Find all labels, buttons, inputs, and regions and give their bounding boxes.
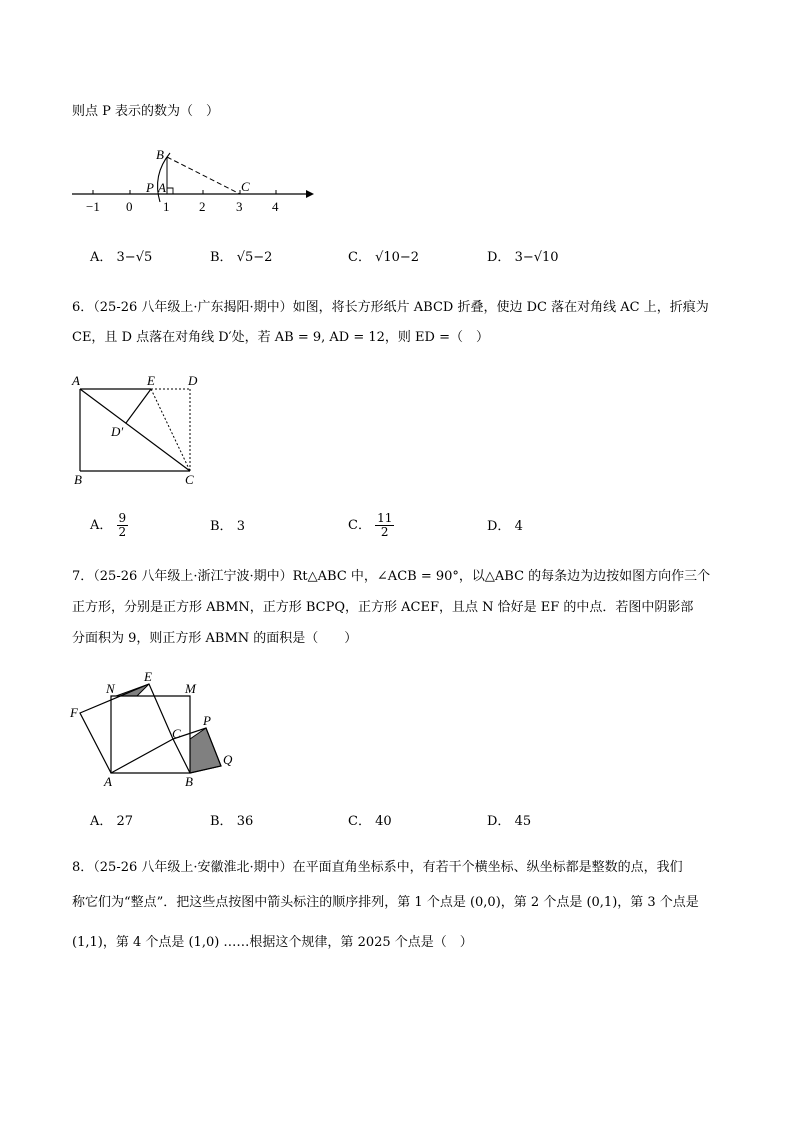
point-label-B: B [74,472,82,487]
point-label-P: P [146,180,154,195]
q6-option-c[interactable] [348,512,394,539]
q7-option-b[interactable] [210,813,253,831]
right-angle-mark [167,188,173,194]
option-value: 4 [514,519,523,534]
option-value: 3 [236,519,245,534]
option-letter: B． [210,519,233,534]
option-fraction [117,512,129,539]
q8-stem-line-2: 称它们为“整点”．把这些点按图中箭头标注的顺序排列，第 1 个点是 (0,0)，第 2 个点是 (0,1)，第 3 个点是 [72,895,699,910]
option-value: 45 [514,814,532,829]
fraction-numerator: 11 [377,511,393,525]
tick-label: 2 [199,199,206,214]
q7-option-a[interactable] [90,813,133,831]
fraction-denominator: 2 [118,525,127,539]
point-label-N: N [106,681,115,696]
option-fraction [375,512,394,539]
option-letter: A． [90,814,113,829]
option-value: √5−2 [236,250,273,265]
q5-option-c[interactable] [348,249,419,267]
q5-stem: 则点 P 表示的数为（ ） [72,104,220,119]
segment-ED-prime [126,389,151,423]
point-label-C: C [241,179,250,194]
option-letter: A． [90,250,113,265]
point-label-B: B [156,147,164,162]
point-label-B: B [185,774,193,789]
q8-stem-line-3: (1,1)，第 4 个点是 (1,0) ……根据这个规律，第 2025 个点是（ ） [72,935,473,950]
option-letter: B． [210,814,233,829]
q6-stem-line-1: 6．（25-26 八年级上·广东揭阳·期中）如图，将长方形纸片 ABCD 折叠，使边 DC 落在对角线 AC 上，折痕为 [72,300,709,315]
q7-stem-line-2: 正方形，分别是正方形 ABMN，正方形 BCPQ，正方形 ACEF，且点 N 恰好是 EF 的中点．若图中阴影部 [72,600,694,615]
q5-option-b[interactable] [210,249,272,267]
option-value: 36 [236,814,254,829]
tick-label: 1 [163,199,170,214]
option-letter: C． [348,814,371,829]
tick-label: −1 [86,199,100,214]
segment-BC [167,157,240,194]
q6-option-a[interactable] [90,512,128,539]
crease-EC [151,389,190,471]
point-label-C: C [172,726,181,741]
q6-rectangle-fold-figure [66,370,216,490]
point-label-D-prime: D′ [111,424,124,439]
point-label-Q: Q [223,752,233,767]
square-ACEF [80,684,173,773]
tick-label: 3 [236,199,243,214]
point-label-E: E [147,373,155,388]
q5-number-line-figure [60,140,330,220]
option-letter: C． [348,518,371,533]
option-value: √10−2 [375,250,420,265]
tick-label: 0 [126,199,133,214]
fraction-denominator: 2 [380,525,389,539]
tick-label: 4 [272,199,279,214]
q7-option-d[interactable] [487,813,531,831]
point-label-C: C [185,472,194,487]
q7-stem-line-3: 分面积为 9，则正方形 ABMN 的面积是（ ） [72,631,358,646]
q5-option-d[interactable] [487,249,559,267]
option-value: 40 [375,814,392,829]
q5-option-a[interactable] [90,249,152,267]
axis-arrow-icon [306,190,314,198]
point-label-A: A [72,373,80,388]
fraction-numerator: 9 [118,511,127,525]
q6-option-b[interactable] [210,518,245,536]
point-label-M: M [185,681,196,696]
point-label-P: P [203,713,211,728]
q7-squares-figure [66,668,246,793]
point-label-D: D [188,373,198,388]
point-label-A: A [158,180,166,195]
point-label-A: A [104,774,112,789]
shaded-region-right [190,728,221,773]
option-letter: C． [348,250,371,265]
q7-stem-line-1: 7．（25-26 八年级上·浙江宁波·期中）Rt△ABC 中，∠ACB = 90°，以△ABC 的每条边为边按如图方向作三个 [72,569,711,584]
option-letter: D． [487,814,511,829]
q6-option-d[interactable] [487,518,523,536]
diagonal-AC [80,389,190,471]
q7-option-c[interactable] [348,813,392,831]
point-label-F: F [70,705,78,720]
option-letter: A． [90,518,113,533]
option-value: 3−√5 [116,250,153,265]
q6-stem-line-2: CE，且 D 点落在对角线 D′处，若 AB = 9, AD = 12，则 ED =（ ） [72,330,489,345]
point-label-E: E [144,669,152,684]
option-letter: D． [487,519,511,534]
q8-stem-line-1: 8．（25-26 八年级上·安徽淮北·期中）在平面直角坐标系中，有若干个横坐标、纵坐标都是整数的点，我们 [72,860,683,875]
option-letter: B． [210,250,233,265]
option-value: 27 [116,814,134,829]
option-value: 3−√10 [514,250,559,265]
option-letter: D． [487,250,511,265]
